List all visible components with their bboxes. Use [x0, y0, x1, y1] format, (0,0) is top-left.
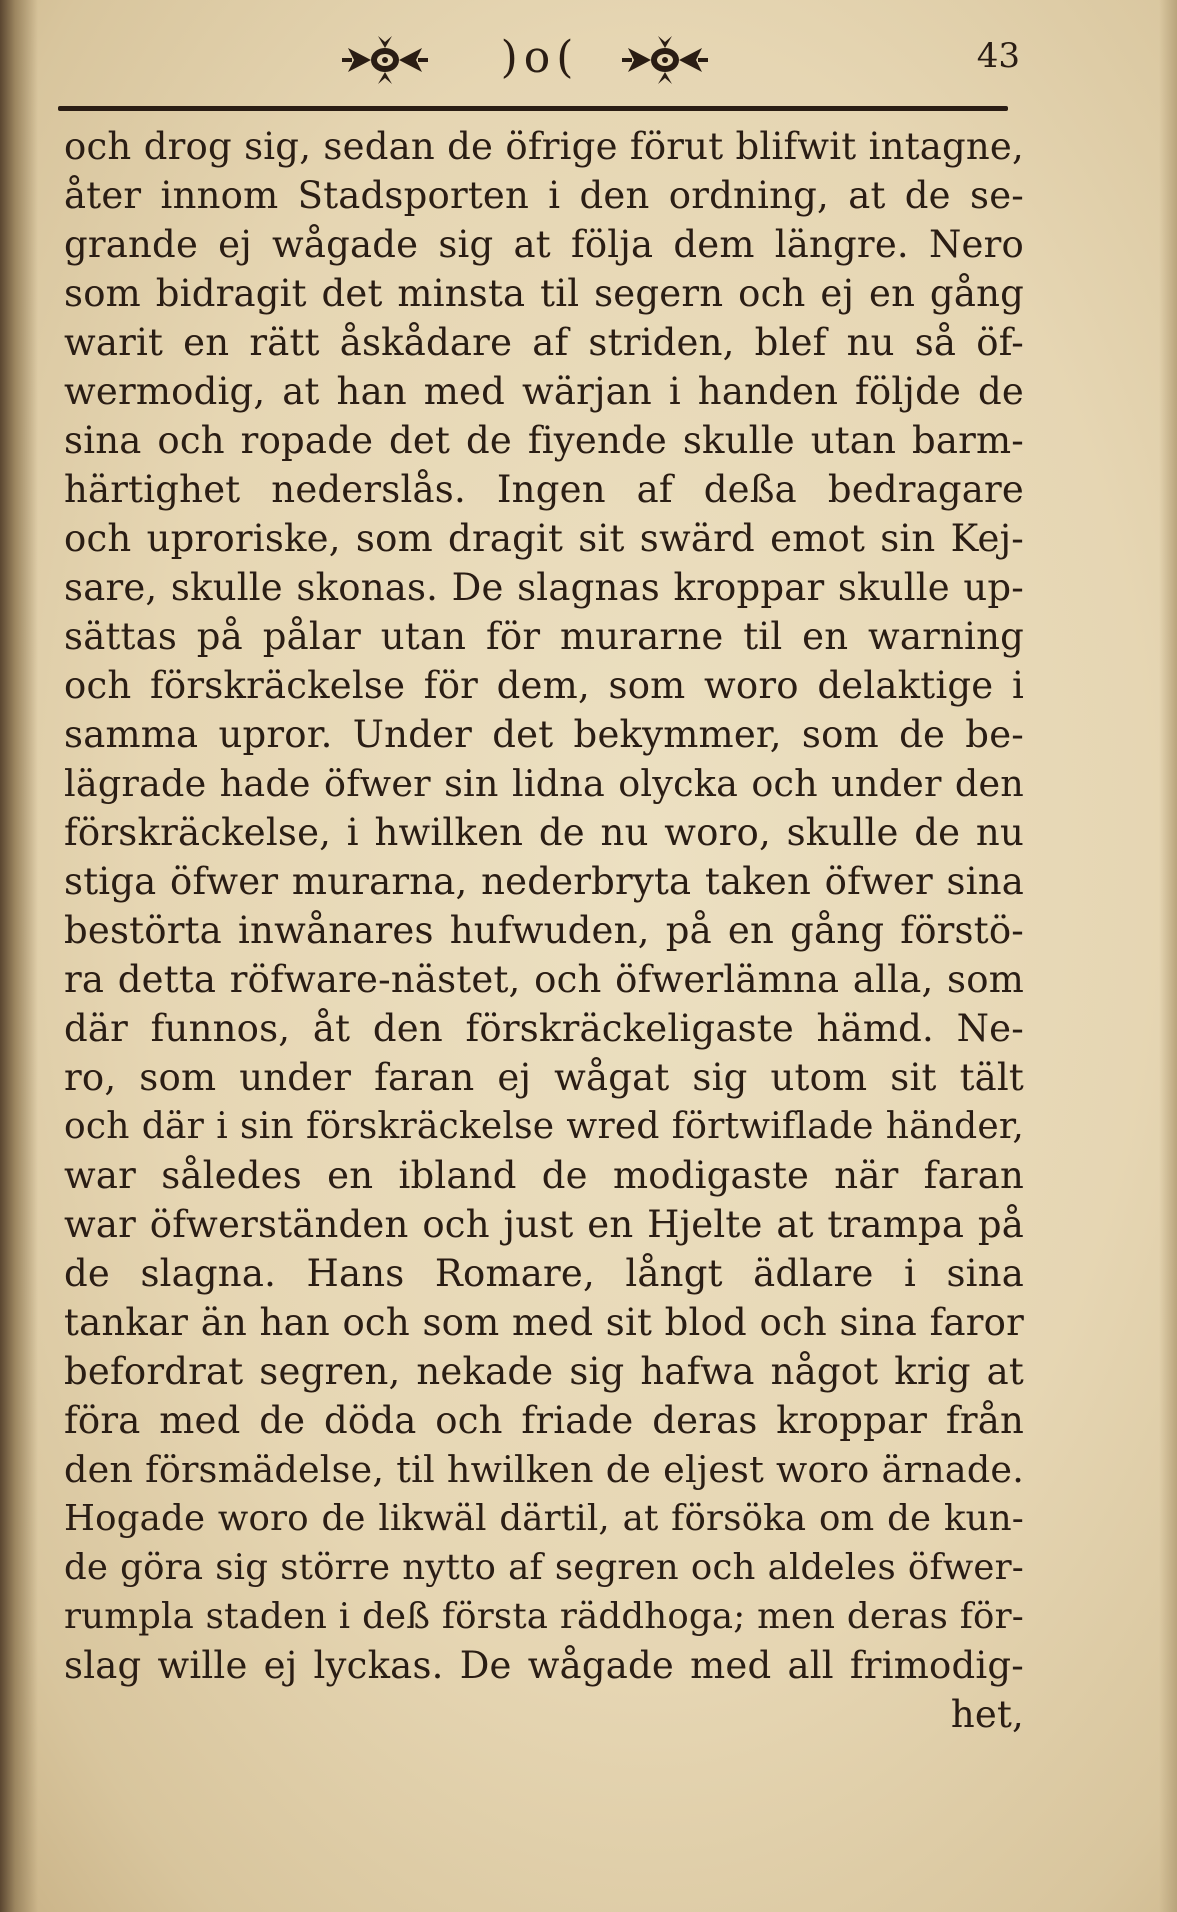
- header-mark: )o(: [500, 32, 580, 83]
- page-edge: [1159, 0, 1177, 1912]
- text-line: ra detta röfware-nästet, och öfwerlämna alla, som: [64, 958, 1024, 1001]
- text-line: och förskräckelse för dem, som woro delaktige i: [64, 664, 1024, 707]
- text-line: där funnos, åt den förskräckeligaste hämd. Ne-: [64, 1007, 1024, 1050]
- text-line: war öfwerständen och just en Hjelte at trampa på: [64, 1203, 1024, 1246]
- catchword: het,: [950, 1693, 1024, 1736]
- text-line: Hogade woro de likwäl därtil, at försöka om de kun-: [64, 1498, 1024, 1539]
- text-line: samma upror. Under det bekymmer, som de be-: [64, 713, 1024, 756]
- text-line: warit en rätt åskådare af striden, blef nu så öf-: [64, 321, 1024, 364]
- text-line: och där i sin förskräckelse wred förtwiflade händer,: [64, 1106, 1024, 1147]
- text-line: förskräckelse, i hwilken de nu woro, skulle de nu: [64, 811, 1024, 854]
- text-line: sättas på pålar utan för murarne til en warning: [64, 615, 1024, 658]
- text-line: lägrade hade öfwer sin lidna olycka och under den: [64, 762, 1024, 805]
- text-line: rumpla staden i deß första räddhoga; men deras för-: [64, 1596, 1024, 1637]
- text-line: den försmädelse, til hwilken de eljest woro ärnade.: [64, 1448, 1024, 1491]
- floral-ornament-icon: [340, 34, 430, 86]
- text-line: grande ej wågade sig at följa dem längre. Nero: [64, 223, 1024, 266]
- header-rule: [58, 106, 1008, 111]
- text-line: sina och ropade det de fiyende skulle utan barm-: [64, 419, 1024, 462]
- body-text: [64, 122, 1024, 1739]
- text-line: åter innom Stadsporten i den ordning, at de se-: [64, 174, 1024, 217]
- text-line: bestörta inwånares hufwuden, på en gång förstö-: [64, 909, 1024, 952]
- text-line: härtighet nederslås. Ingen af deßa bedragare: [64, 468, 1024, 511]
- floral-ornament-icon: [620, 34, 710, 86]
- text-line: som bidragit det minsta til segern och ej en gång: [64, 272, 1024, 315]
- text-line: och drog sig, sedan de öfrige förut blifwit intagne,: [64, 125, 1024, 168]
- page-number: 43: [976, 36, 1020, 76]
- page-gutter-shadow: [0, 0, 38, 1912]
- text-line: war således en ibland de modigaste när faran: [64, 1154, 1024, 1197]
- text-line: ro, som under faran ej wågat sig utom sit tält: [64, 1056, 1024, 1099]
- text-line: tankar än han och som med sit blod och sina faror: [64, 1301, 1024, 1344]
- page-header: [60, 28, 1020, 98]
- text-line: föra med de döda och friade deras kroppar från: [64, 1399, 1024, 1442]
- text-line: sare, skulle skonas. De slagnas kroppar skulle up-: [64, 566, 1024, 609]
- text-line: och uproriske, som dragit sit swärd emot sin Kej-: [64, 517, 1024, 560]
- text-line: wermodig, at han med wärjan i handen följde de: [64, 370, 1024, 413]
- text-line: de göra sig större nytto af segren och aldeles öfwer-: [64, 1547, 1024, 1588]
- text-line: befordrat segren, nekade sig hafwa något krig at: [64, 1350, 1024, 1393]
- text-line: slag wille ej lyckas. De wågade med all frimodig-: [64, 1644, 1024, 1687]
- text-line: stiga öfwer murarna, nederbryta taken öfwer sina: [64, 860, 1024, 903]
- text-line: de slagna. Hans Romare, långt ädlare i sina: [64, 1252, 1024, 1295]
